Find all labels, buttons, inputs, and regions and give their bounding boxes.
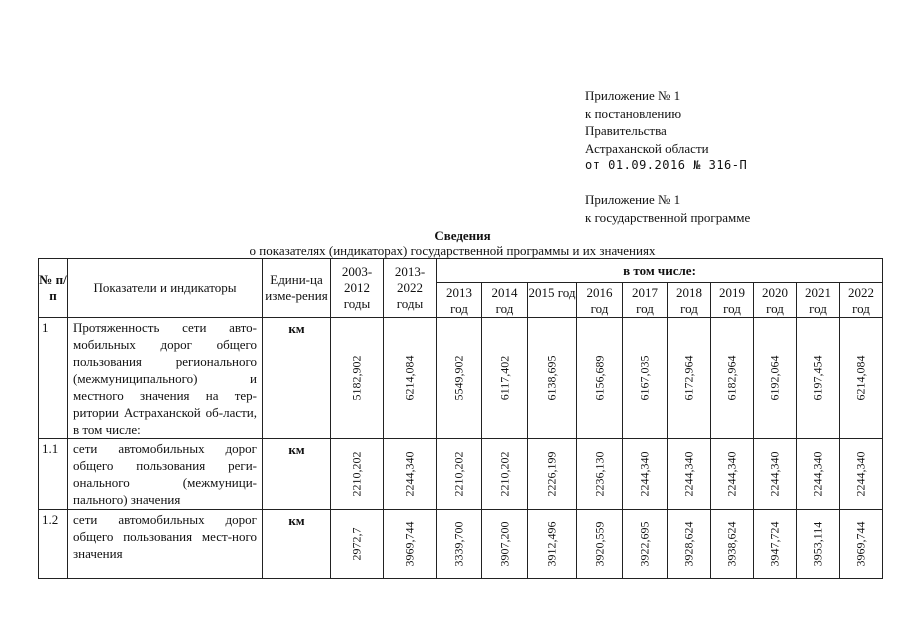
value-cell — [331, 510, 384, 579]
value-text: 3969,744 — [853, 521, 868, 567]
value-text: 6182,964 — [724, 355, 739, 401]
header-period-2013-2022: 2013-2022 годы — [384, 259, 437, 318]
value-cell — [840, 439, 883, 510]
indicator-name: сети автомобильных дорог общего пользования реги-онального (межмуници-пального) значения — [68, 439, 263, 510]
header-year: 2015 год — [528, 283, 577, 318]
value-cell — [840, 318, 883, 439]
value-text: 6192,064 — [767, 355, 782, 401]
value-cell — [797, 318, 840, 439]
decree-date-number: от 01.09.2016 № 316-П — [585, 158, 748, 172]
value-text: 2210,202 — [349, 451, 364, 497]
value-cell — [437, 318, 482, 439]
header-year: 2013 год — [437, 283, 482, 318]
document-title: Сведения — [434, 228, 491, 243]
value-cell — [528, 318, 577, 439]
value-cell — [754, 510, 797, 579]
value-cell — [384, 318, 437, 439]
value-text: 3947,724 — [767, 521, 782, 567]
value-text: 2244,340 — [724, 451, 739, 497]
value-text: 6214,084 — [402, 355, 417, 401]
value-text: 3339,700 — [451, 521, 466, 567]
header-year: 2018 год — [668, 283, 711, 318]
value-cell — [577, 439, 623, 510]
value-cell — [482, 318, 528, 439]
value-cell — [668, 510, 711, 579]
value-text: 3912,496 — [544, 521, 559, 567]
value-text: 5549,902 — [451, 355, 466, 401]
header-unit: Едини-ца изме-рения — [263, 259, 331, 318]
appendix-number: Приложение № 1 — [585, 88, 681, 103]
value-text: 2244,340 — [810, 451, 825, 497]
value-text: 3920,559 — [592, 521, 606, 567]
document-subtitle: о показателях (индикаторах) государственной программы и их значениях — [249, 243, 656, 258]
value-cell — [797, 439, 840, 510]
value-text: 2210,202 — [451, 451, 466, 497]
header-year: 2021 год — [797, 283, 840, 318]
value-text: 3922,695 — [637, 521, 652, 567]
row-number: 1.1 — [39, 439, 68, 510]
value-text: 2244,340 — [637, 451, 652, 497]
header-number: № п/п — [39, 259, 68, 318]
value-cell — [577, 510, 623, 579]
value-text: 6156,689 — [592, 355, 606, 401]
header-indicator: Показатели и индикаторы — [68, 259, 263, 318]
value-cell — [797, 510, 840, 579]
value-cell — [623, 318, 668, 439]
appendix-header-program — [585, 191, 750, 226]
value-cell — [437, 439, 482, 510]
value-text: 2226,199 — [544, 451, 559, 497]
appendix-ref-line: к постановлению — [585, 105, 682, 121]
appendix-ref-line: к государственной программе — [585, 209, 751, 225]
value-text: 5182,902 — [349, 355, 364, 401]
header-including: в том числе: — [437, 259, 883, 283]
value-cell — [623, 510, 668, 579]
indicator-name: сети автомобильных дорог общего пользования мест-ного значения — [68, 510, 263, 579]
value-cell — [482, 510, 528, 579]
header-year: 2014 год — [482, 283, 528, 318]
appendix-ref-line: Астраханской области — [585, 140, 709, 156]
value-text: 6214,084 — [853, 355, 868, 401]
value-cell — [331, 439, 384, 510]
value-cell — [384, 510, 437, 579]
value-text: 6117,402 — [497, 355, 511, 401]
value-text: 2236,130 — [592, 451, 606, 497]
value-cell — [668, 439, 711, 510]
value-cell — [577, 318, 623, 439]
value-cell — [668, 318, 711, 439]
appendix-ref-line: Правительства — [585, 123, 667, 138]
value-text: 3969,744 — [402, 521, 417, 567]
value-cell — [711, 439, 754, 510]
header-period-2003-2012: 2003-2012 годы — [331, 259, 384, 318]
value-text: 2972,7 — [349, 527, 364, 561]
unit-cell: км — [263, 439, 331, 510]
value-text: 6138,695 — [544, 355, 559, 401]
appendix-number: Приложение № 1 — [585, 192, 681, 207]
header-year: 2019 год — [711, 283, 754, 318]
row-number: 1 — [39, 318, 68, 439]
header-year: 2016 год — [577, 283, 623, 318]
header-year: 2017 год — [623, 283, 668, 318]
table-row — [39, 318, 883, 439]
header-year: 2022 год — [840, 283, 883, 318]
value-cell — [528, 439, 577, 510]
value-text: 2244,340 — [681, 451, 696, 497]
value-cell — [437, 510, 482, 579]
appendix-header-decree — [585, 87, 747, 175]
row-number: 1.2 — [39, 510, 68, 579]
value-text: 6172,964 — [681, 355, 696, 401]
value-cell — [482, 439, 528, 510]
value-text: 2244,340 — [402, 451, 417, 497]
table-row — [39, 439, 883, 510]
value-cell — [528, 510, 577, 579]
value-cell — [754, 318, 797, 439]
value-text: 3928,624 — [681, 521, 696, 567]
indicator-name: Протяженность сети авто-мобильных дорог общего пользования регионального (межмуниципального) и местного значения на тер-ритории Астраханской об-ласти, в том числе: — [68, 318, 263, 439]
value-text: 2210,202 — [497, 451, 511, 497]
value-text: 2244,340 — [853, 451, 868, 497]
value-cell — [331, 318, 384, 439]
value-cell — [754, 439, 797, 510]
header-year: 2020 год — [754, 283, 797, 318]
value-cell — [840, 510, 883, 579]
unit-cell: км — [263, 318, 331, 439]
value-text: 6167,035 — [637, 355, 652, 401]
value-cell — [623, 439, 668, 510]
table-row — [39, 510, 883, 579]
unit-cell: км — [263, 510, 331, 579]
table-header-row — [39, 259, 883, 283]
value-text: 3953,114 — [810, 521, 825, 567]
value-text: 3907,200 — [497, 521, 511, 567]
indicators-table — [38, 258, 883, 579]
value-text: 6197,454 — [810, 355, 825, 401]
value-text: 2244,340 — [767, 451, 782, 497]
value-cell — [711, 318, 754, 439]
value-cell — [711, 510, 754, 579]
value-cell — [384, 439, 437, 510]
value-text: 3938,624 — [724, 521, 739, 567]
